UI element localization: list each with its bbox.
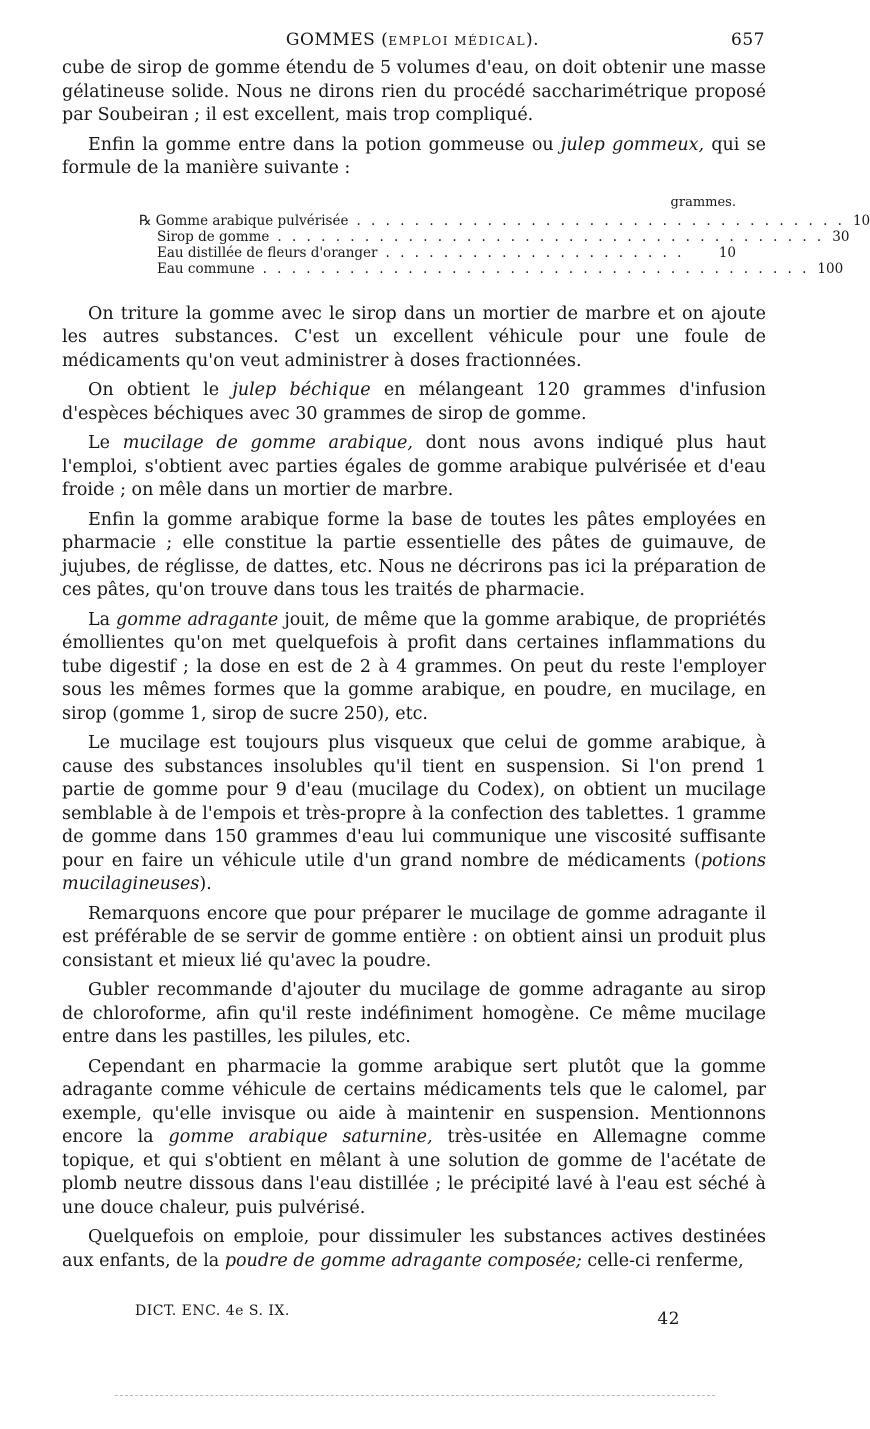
formula-row — [62, 212, 870, 229]
paragraph-2 — [62, 134, 766, 181]
paragraph-5-emphasis: mucilage de gomme arabique, — [122, 433, 413, 453]
paragraph-11-text-b: très-usitée en Allemagne comme topique, et qui s'obtient en mêlant à une solution de gomme de l'acétate de plomb neutre dissous dans l'eau distillée ; le précipité lavé à l'eau est séché à une douce chaleur, puis pulvérisé. — [62, 1127, 766, 1218]
paragraph-2-text-b: qui se formule de la manière suivante : — [62, 134, 766, 178]
body-text — [62, 57, 870, 1279]
leader-dots: . . . . . . . . . . . . . . . . . . . . . — [385, 244, 685, 261]
paragraph-7-text-b: jouit, de même que la gomme arabique, de propriétés émollientes qu'on met quelquefois à profit dans certaines inflammations du tube digestif ; la dose en est de 2 à 4 grammes. On peut du reste l'employer sous les mêmes formes que la gomme arabique, en poudre, en mucilage, en sirop (gomme 1, sirop de sucre 250), etc. — [62, 609, 766, 724]
paragraph-8 — [62, 732, 766, 897]
paragraph-7-text-a: La — [88, 609, 117, 630]
paragraph-5 — [62, 432, 766, 503]
paragraph-7-emphasis: gomme adragante — [116, 609, 279, 630]
paragraph-12 — [62, 1226, 766, 1273]
paragraph-12-text-b: celle-ci renferme, — [581, 1250, 744, 1271]
paragraph-12-emphasis: poudre de gomme adragante composée; — [224, 1250, 582, 1271]
formula-row — [62, 260, 844, 277]
ingredient-qty: 100 — [817, 260, 844, 277]
bottom-scan-artifact — [115, 1395, 715, 1396]
paragraph-4 — [62, 379, 766, 426]
paragraph-9: Remarquons encore que pour préparer le mucilage de gomme adragante il est préférable de se servir de gomme entière : on obtient ainsi un produit plus consistant et mieux lié qu'avec la poudre. — [62, 903, 766, 971]
running-header — [60, 30, 765, 54]
running-title-main: GOMMES ( — [285, 30, 389, 50]
sheet-number: 42 — [657, 1309, 680, 1329]
running-title-sub: EMPLOI MÉDICAL — [388, 34, 527, 48]
formula-unit: grammes. — [670, 194, 736, 210]
recipe-symbol-icon: ℞ — [139, 212, 152, 229]
paragraph-2-emphasis: julep gommeux, — [560, 134, 705, 155]
ingredient-qty: 30 — [832, 228, 850, 245]
page-number: 657 — [731, 30, 765, 50]
paragraph-1: cube de sirop de gomme étendu de 5 volumes d'eau, on doit obtenir une masse gélatineuse solide. Nous ne dirons rien du procédé saccharimétrique proposé par Soubeiran ; il est excellent, mais trop compliqué. — [62, 58, 766, 125]
formula-row — [62, 245, 736, 261]
leader-dots: . . . . . . . . . . . . . . . . . . . . . . . . . . . . . . . . . . . . . . — [262, 260, 810, 277]
paragraph-5-text-a: Le — [88, 433, 123, 453]
paragraph-7 — [62, 609, 766, 727]
ingredient-name: Eau distillée de fleurs d'oranger — [157, 244, 378, 261]
leader-dots: . . . . . . . . . . . . . . . . . . . . . . . . . . . . . . . . . . . . . . — [277, 228, 825, 245]
paragraph-8-text-b: ). — [199, 874, 212, 894]
paragraph-12-text-a: Quelquefois on emploie, pour dissimuler les substances actives destinées aux enfants, de la — [62, 1227, 766, 1271]
paragraph-2-text-a: Enfin la gomme entre dans la potion gommeuse ou — [88, 134, 561, 155]
ingredient-qty: 10 — [852, 212, 870, 229]
page-footer — [135, 1303, 680, 1329]
paragraph-10: Gubler recommande d'ajouter du mucilage de gomme adragante au sirop de chloroforme, afin qu'il reste indéfiniment homogène. Ce même mucilage entre dans les pastilles, les pilules, etc. — [62, 980, 766, 1047]
paragraph-6: Enfin la gomme arabique forme la base de toutes les pâtes employées en pharmacie ; elle constitue la partie essentielle des pâtes de guimauve, de jujubes, de réglisse, de dattes, etc. Nous ne décrirons pas ici la préparation de ces pâtes, qu'on trouve dans tous les traités de pharmacie. — [62, 509, 766, 600]
paragraph-4-emphasis: julep béchique — [232, 380, 371, 400]
paragraph-4-text-a: On obtient le — [88, 380, 233, 400]
paragraph-8-text-a: Le mucilage est toujours plus visqueux que celui de gomme arabique, à cause des substances insolubles qu'il tient en suspension. Si l'on prend 1 partie de gomme pour 9 d'eau (mucilage du Codex), on obtient un mucilage semblable à de l'empois et très-propre à la confection des tablettes. 1 gramme de gomme dans 150 grammes d'eau lui communique une viscosité suffisante pour en faire un véhicule utile d'un grand nombre de médicaments ( — [62, 733, 766, 871]
paragraph-8-emphasis: potions mucilagineuses — [62, 850, 766, 894]
running-title — [60, 30, 765, 50]
running-title-end: ). — [526, 30, 540, 50]
paragraph-11-emphasis: gomme arabique saturnine, — [168, 1127, 433, 1147]
paragraph-11-text-a: Cependant en pharmacie la gomme arabique sert plutôt que la gomme adragante comme véhicule de certains médicaments tels que le calomel, par exemple, qu'elle invisque ou aide à maintenir en suspension. Mentionnons encore la — [62, 1056, 766, 1147]
ingredient-name: Eau commune — [157, 260, 255, 277]
ingredient-name: Sirop de gomme — [157, 228, 270, 245]
formula-table — [62, 194, 870, 277]
paragraph-3: On triture la gomme avec le sirop dans un mortier de marbre et on ajoute les autres substances. C'est un excellent véhicule pour une foule de médicaments qu'on veut administrer à doses fractionnées. — [62, 303, 766, 371]
paragraph-11 — [62, 1056, 766, 1221]
paragraph-4-text-b: en mélangeant 120 grammes d'infusion d'espèces béchiques avec 30 grammes de sirop de gomme. — [62, 380, 766, 424]
paragraph-5-text-b: dont nous avons indiqué plus haut l'emploi, s'obtient avec parties égales de gomme arabique pulvérisée et d'eau froide ; on mêle dans un mortier de marbre. — [62, 433, 767, 500]
ingredient-qty: 10 — [718, 244, 736, 261]
printer-signature: DICT. ENC. 4e S. IX. — [135, 1303, 290, 1319]
leader-dots: . . . . . . . . . . . . . . . . . . . . . . . . . . . . . . . . . . — [356, 212, 845, 229]
ingredient-name: Gomme arabique pulvérisée — [155, 212, 349, 229]
formula-row — [62, 228, 850, 245]
